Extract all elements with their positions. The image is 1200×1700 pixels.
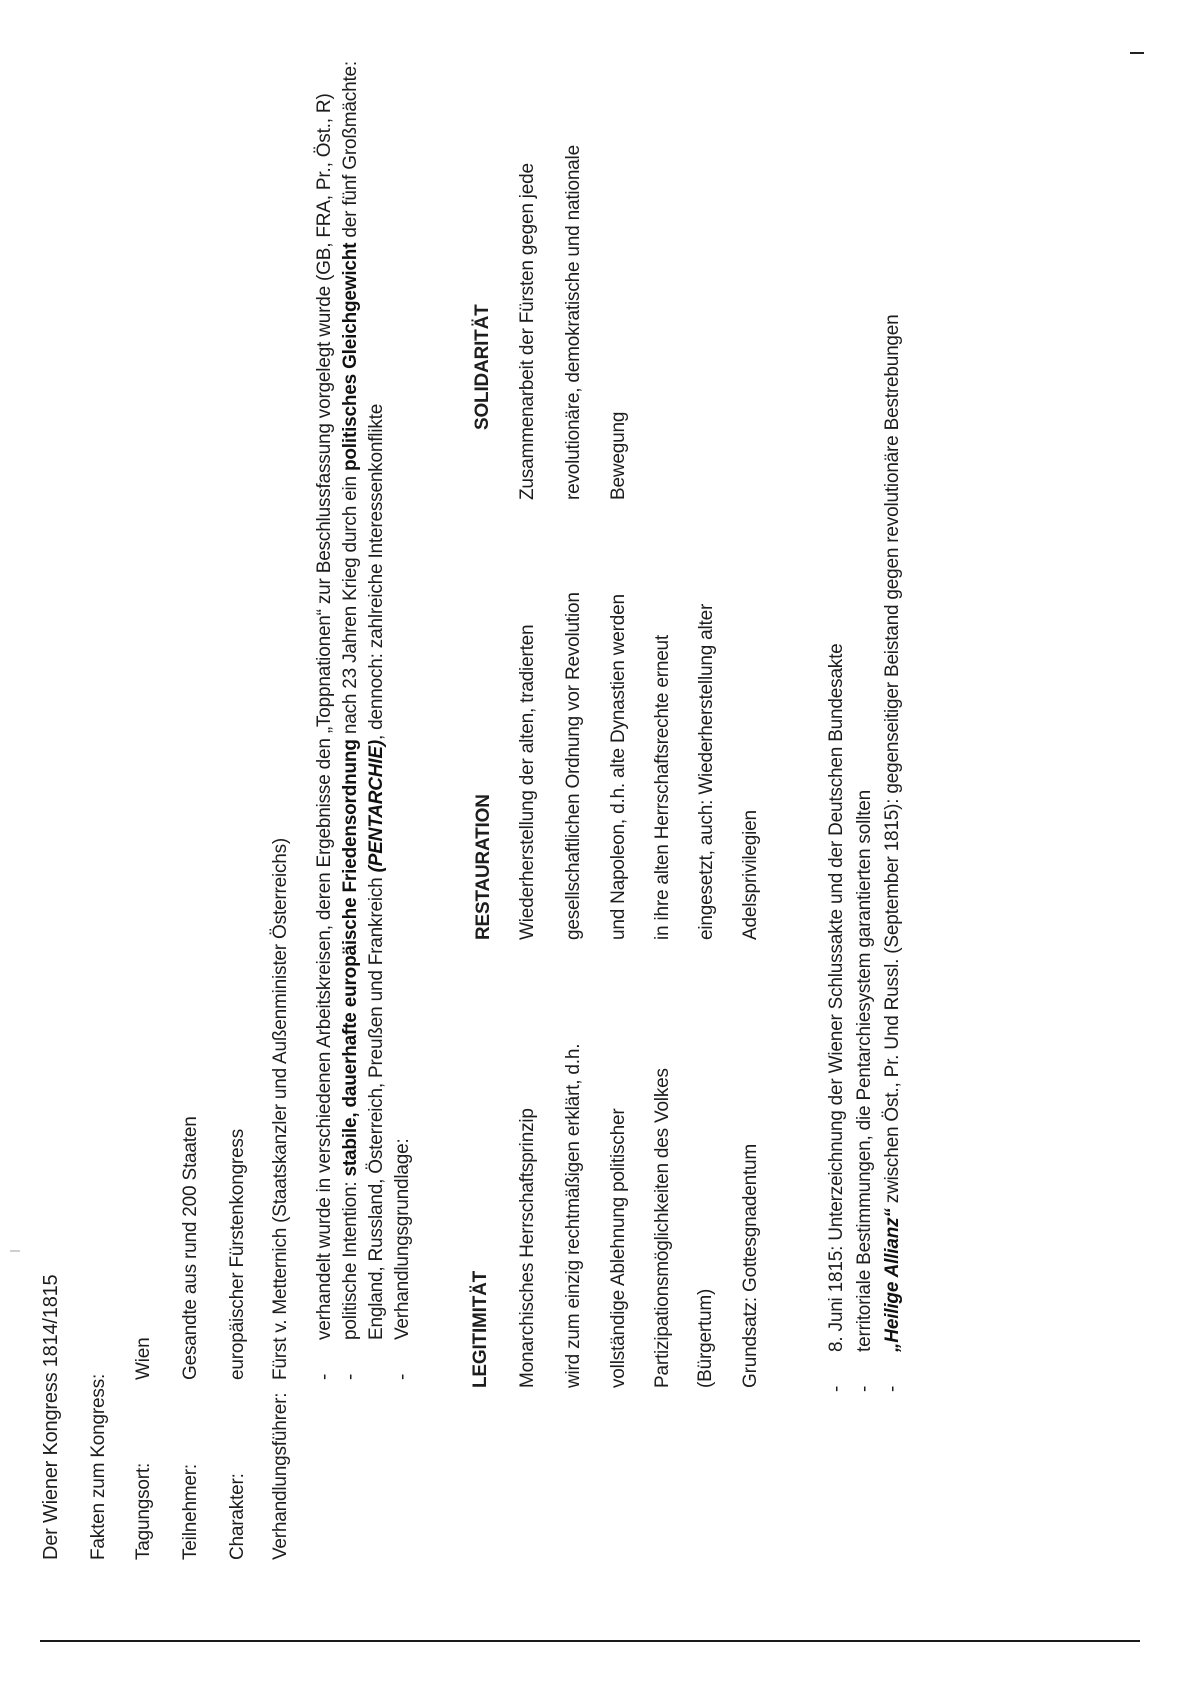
bullet-text: England, Russland, Österreich, Preußen und Frankreich [366,872,387,1340]
fact-value: europäischer Fürstenkongress [227,1128,248,1380]
principle-heading: SOLIDARITÄT [472,304,493,430]
principle-line: Bewegung [608,411,629,500]
fact-label: Verhandlungsführer: [270,1392,291,1560]
list-item [826,643,848,1392]
principle-line: und Napoleon, d.h. alte Dynastien werden [608,594,629,940]
bullet-text: politische Intention: [340,1176,361,1340]
bullet-text: verhandelt wurde in verschiedenen Arbeitskreisen, deren Ergebnisse den „Toppnationen“ zur Beschlussfassung vorgelegt wurde (GB, FRA, Pr., Öst., R) [314,93,335,1340]
bullet-dash: - [392,1373,413,1380]
list-item [340,61,362,1380]
list-item [314,93,336,1380]
bullet-dash: - [826,1385,847,1392]
fact-label: Teilnehmer: [180,1463,201,1560]
principle-line: vollständige Ablehnung politischer [608,1108,629,1388]
fact-value: Wien [133,1337,154,1380]
fact-label: Tagungsort: [133,1462,154,1560]
bullet-text: Verhandlungsgrundlage: [392,1138,413,1340]
fact-value: Gesandte aus rund 200 Staaten [180,1116,201,1380]
principle-line: (Bürgertum) [695,1288,716,1388]
list-item [854,790,876,1392]
bullet-text: der fünf Großmächte: [340,61,361,243]
principle-heading: RESTAURATION [473,794,494,940]
list-item [392,1138,414,1380]
principle-line: wird zum einzig rechtmäßigen erklärt, d.h. [563,1043,584,1388]
bullet-text: 8. Juni 1815: Unterzeichnung der Wiener Schlussakte und der Deutschen Bundesakte [826,643,847,1352]
bold-text: politisches Gleichgewicht [340,242,361,472]
bullet-text: , dennoch: zahlreiche Interessenkonflikte [366,403,387,741]
principle-line: revolutionäre, demokratische und nationale [563,145,584,500]
principle-line: Grundsatz: Gottesgnadentum [740,1143,761,1388]
bullet-dash: - [882,1385,903,1392]
principle-line: Zusammenarbeit der Fürsten gegen jede [517,163,538,500]
facts-heading: Fakten zum Kongress: [88,1373,109,1560]
fact-value: Fürst v. Metternich (Staatskanzler und Außenminister Österreichs) [270,837,291,1380]
principle-line: eingesetzt, auch: Wiederherstellung alter [696,603,717,940]
fact-label: Charakter: [227,1473,248,1560]
list-item-continuation [366,404,388,1340]
bullet-text: zwischen Öst., Pr. Und Russl. (September 1815): gegenseitiger Beistand gegen revolutionäre Bestrebungen [882,314,903,1209]
bold-text: (PENTARCHIE) [366,740,387,873]
principle-line: in ihre alten Herrschaftsrechte erneut [652,634,673,940]
bullet-dash: - [314,1373,335,1380]
document-title: Der Wiener Kongress 1814/1815 [40,1274,62,1560]
list-item [882,314,904,1392]
principle-heading: LEGITIMITÄT [470,1270,491,1388]
bold-text: stabile, dauerhafte europäische Friedensordnung [340,739,361,1177]
principle-line: gesellschaftlichen Ordnung vor Revolution [563,592,584,940]
bullet-dash: - [340,1373,361,1380]
bullet-dash: - [854,1385,875,1392]
bullet-text: nach 23 Jahren Krieg durch ein [340,471,361,740]
bullet-text: territoriale Bestimmungen, die Pentarchiesystem garantierten sollten [854,790,875,1352]
principle-line: Wiederherstellung der alten, tradierten [517,624,538,940]
principle-line: Adelsprivilegien [740,810,761,940]
bold-text: „Heilige Allianz“ [882,1208,903,1352]
principle-line: Partizipationsmöglichkeiten des Volkes [652,1068,673,1388]
principle-line: Monarchisches Herrschaftsprinzip [517,1108,538,1388]
